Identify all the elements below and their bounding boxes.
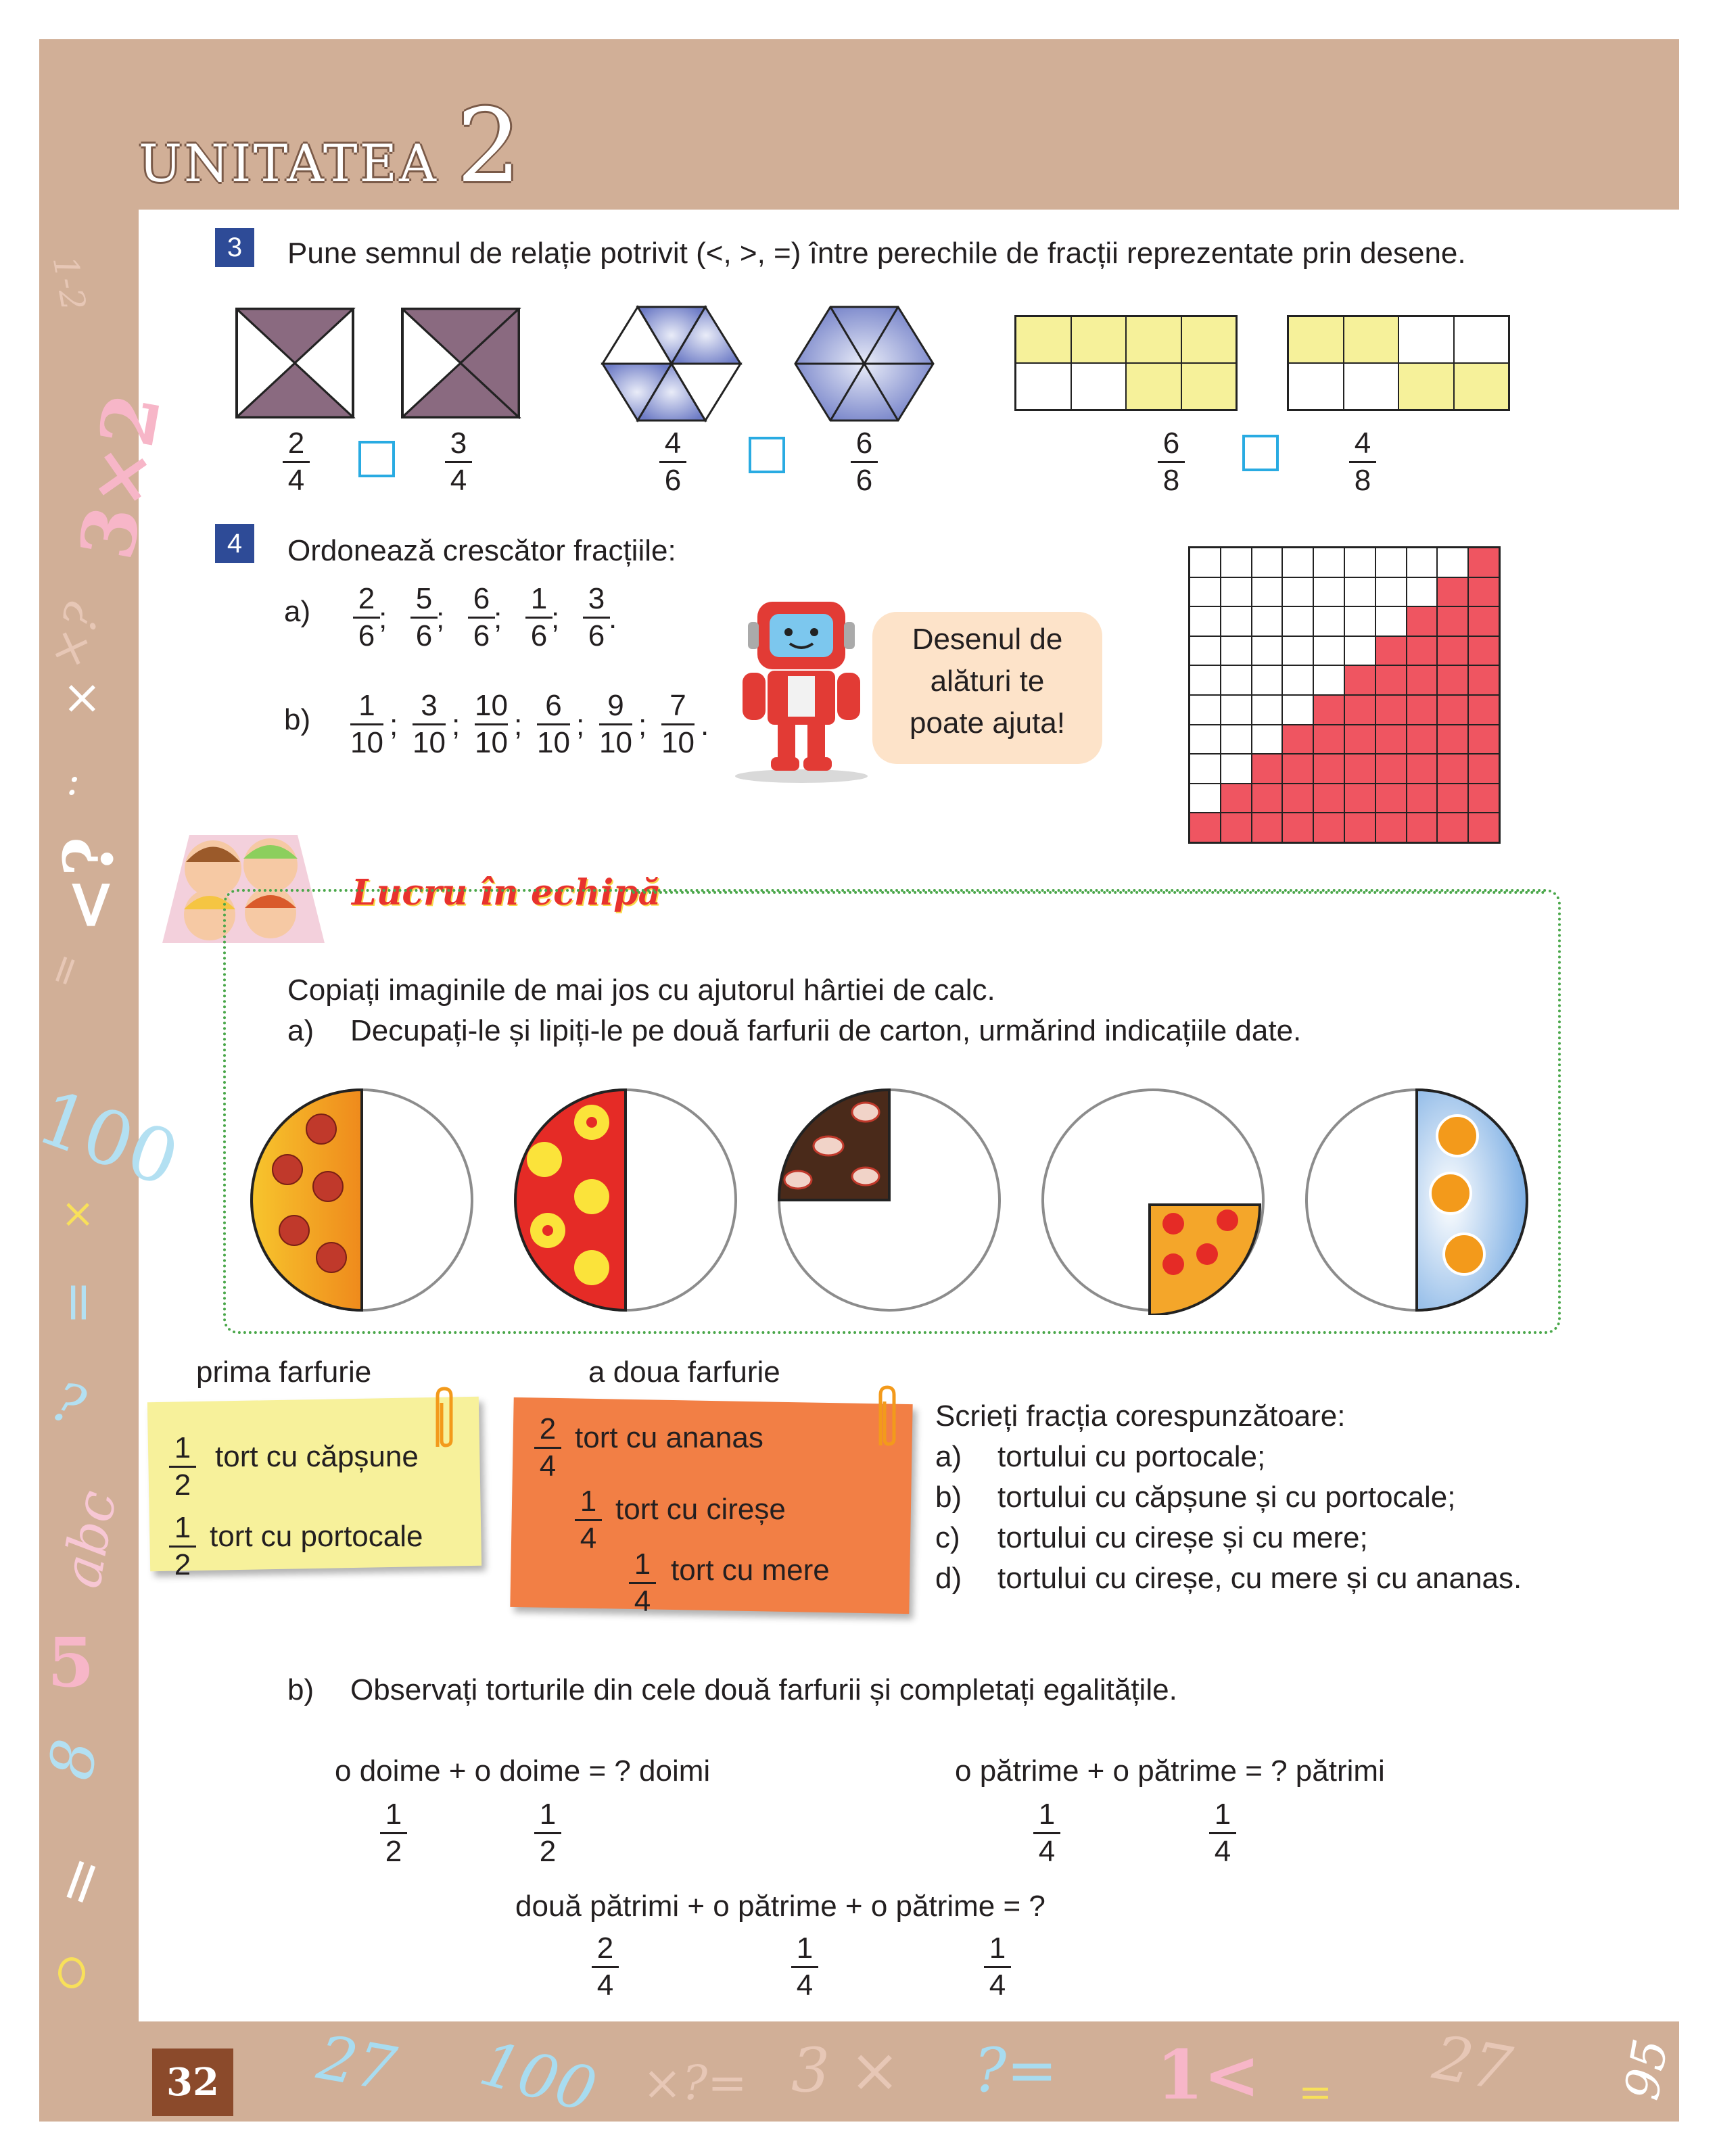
- first-note-frac-2: 1 2: [169, 1512, 196, 1581]
- grid-cell: [1190, 577, 1221, 607]
- grid-cell: [1190, 548, 1221, 577]
- eq3-frac-1: 2 4: [592, 1932, 619, 2002]
- write-item-d-text: tortului cu cireșe, cu mere și cu ananas.: [997, 1562, 1522, 1595]
- ex4-b-separator: ;: [514, 709, 523, 742]
- grid-cell: [1437, 665, 1468, 695]
- grid-cell: [1344, 695, 1375, 725]
- ex4-a-separator: .: [609, 602, 617, 635]
- grid-cell: [1468, 725, 1499, 754]
- grid-cell: [1221, 577, 1252, 607]
- grid-cell: [1375, 784, 1407, 813]
- grid-cell: [1437, 695, 1468, 725]
- write-item-a-text: tortului cu portocale;: [997, 1440, 1266, 1473]
- grid-cell: [1437, 813, 1468, 842]
- ex4-a-frac-4: 1 6: [525, 583, 552, 652]
- grid-cell: [1437, 548, 1468, 577]
- grid-cell: [1221, 754, 1252, 784]
- grid-cell: [1407, 636, 1438, 666]
- grid-cell: [1468, 665, 1499, 695]
- paperclip-icon-2: [872, 1385, 899, 1452]
- footer-deco-3: ×?=: [642, 2055, 747, 2111]
- first-note-text-1: tort cu căpșune: [215, 1440, 419, 1473]
- grid-cell: [1407, 577, 1438, 607]
- grid-cell: [1468, 577, 1499, 607]
- team-title: Lucru în echipă: [352, 872, 661, 913]
- grid-cell: [1375, 813, 1407, 842]
- ex4-b-frac-6: 7 10: [661, 689, 695, 759]
- grid-cell: [1313, 754, 1344, 784]
- grid-cell: [1313, 636, 1344, 666]
- ex4-a-separator: ;: [436, 602, 445, 635]
- equation-3: două pătrimi + o pătrime + o pătrime = ?: [515, 1890, 1045, 1923]
- second-note-frac-2: 1 4: [575, 1485, 602, 1555]
- side-deco-5: :: [66, 757, 80, 805]
- ex3-frac-5: 6 8: [1158, 427, 1185, 497]
- grid-cell: [1468, 606, 1499, 636]
- footer-deco-7: =: [1298, 2069, 1333, 2116]
- ex3-frac-4: 6 6: [851, 427, 878, 497]
- side-deco-8: 100: [26, 1073, 190, 1204]
- grid-cell: [1437, 784, 1468, 813]
- grid-cell: [1221, 606, 1252, 636]
- grid-cell: [1252, 606, 1283, 636]
- grid-cell: [1190, 606, 1221, 636]
- grid-cell: [1407, 665, 1438, 695]
- grid-cell: [1190, 754, 1221, 784]
- second-note-frac-3: 1 4: [629, 1548, 656, 1618]
- ex3-badge: 3: [215, 228, 254, 267]
- ex4-instruction: Ordonează crescător fracțiile:: [287, 534, 676, 567]
- grid-cell: [1313, 548, 1344, 577]
- grid-cell: [1375, 695, 1407, 725]
- robot-mascot-icon: [730, 595, 872, 784]
- unit-title: UNITATEA 2: [139, 88, 523, 206]
- write-item-d-label: d): [935, 1562, 962, 1595]
- team-a-text: Decupați-le și lipiți-le pe două farfurii de carton, urmărind indicațiile date.: [350, 1014, 1302, 1047]
- ex4-a-frac-5: 3 6: [583, 583, 610, 652]
- grid-cell: [1468, 784, 1499, 813]
- side-deco-1: 1-2: [45, 253, 93, 314]
- ex4-b-separator: ;: [638, 709, 647, 742]
- first-note-frac-1: 1 2: [169, 1432, 196, 1502]
- orange-cake: [1307, 1090, 1527, 1310]
- eq3-frac-3: 1 4: [984, 1932, 1011, 2002]
- grid-cell: [1375, 577, 1407, 607]
- grid-cell: [1313, 665, 1344, 695]
- grid-cell: [1313, 784, 1344, 813]
- team-intro: Copiați imaginile de mai jos cu ajutorul hârtiei de calc.: [287, 974, 995, 1007]
- grid-cell: [1252, 813, 1283, 842]
- side-deco-10: =: [49, 1279, 112, 1326]
- square-figure-2-4: [235, 308, 357, 419]
- grid-cell: [1407, 695, 1438, 725]
- hexagon-figure-6-6: [790, 304, 939, 426]
- ex4-a-separator: ;: [551, 602, 560, 635]
- grid-cell: [1252, 636, 1283, 666]
- ex3-frac-6: 4 8: [1349, 427, 1376, 497]
- grid-cell: [1407, 784, 1438, 813]
- pineapple-cake: [515, 1090, 736, 1310]
- ex4-b-frac-4: 6 10: [537, 689, 570, 759]
- write-item-c-text: tortului cu cireșe și cu mere;: [997, 1521, 1368, 1554]
- ex4-badge: 4: [215, 524, 254, 563]
- write-item-b-label: b): [935, 1481, 962, 1514]
- grid-cell: [1468, 754, 1499, 784]
- grid-cell: [1221, 548, 1252, 577]
- second-note-text-1: tort cu ananas: [575, 1421, 763, 1454]
- square-figure-3-4: [401, 308, 523, 419]
- grid-cell: [1282, 813, 1313, 842]
- grid-cell: [1344, 577, 1375, 607]
- grid-cell: [1375, 754, 1407, 784]
- grid-cell: [1437, 754, 1468, 784]
- grid-cell: [1190, 813, 1221, 842]
- grid-cell: [1344, 665, 1375, 695]
- grid-cell: [1344, 784, 1375, 813]
- ex4-b-separator: ;: [452, 709, 461, 742]
- grid-cell: [1437, 577, 1468, 607]
- first-plate-label: prima farfurie: [196, 1356, 372, 1389]
- grid-cell: [1282, 665, 1313, 695]
- hexagon-figure-4-6: [597, 304, 746, 426]
- ex4-a-frac-3: 6 6: [468, 583, 495, 652]
- grid-cell: [1313, 577, 1344, 607]
- grid-cell: [1252, 548, 1283, 577]
- ex4-b-frac-5: 9 10: [599, 689, 632, 759]
- footer-deco-8: 27: [1428, 2021, 1517, 2106]
- grid-cell: [1252, 665, 1283, 695]
- second-note-text-3: tort cu mere: [671, 1554, 830, 1587]
- grid-cell: [1282, 606, 1313, 636]
- grid-cell: [1252, 784, 1283, 813]
- grid-cell: [1252, 725, 1283, 754]
- grid-cell: [1282, 636, 1313, 666]
- grid-cell: [1221, 784, 1252, 813]
- write-item-a-label: a): [935, 1440, 962, 1473]
- write-item-c-label: c): [935, 1521, 960, 1554]
- ex4-b-frac-2: 3 10: [413, 689, 446, 759]
- side-deco-12: abc: [49, 1485, 129, 1593]
- write-item-b-text: tortului cu căpșune și cu portocale;: [997, 1481, 1456, 1514]
- grid-cell: [1221, 725, 1252, 754]
- team-title-line: [632, 891, 1545, 894]
- grid-cell: [1344, 636, 1375, 666]
- side-deco-14: 8: [34, 1734, 112, 1785]
- ex4-a-label: a): [284, 595, 311, 628]
- grid-cell: [1221, 636, 1252, 666]
- side-deco-7: =: [36, 946, 93, 995]
- ex4-b-separator: .: [701, 709, 709, 742]
- strawberry-cake: [252, 1090, 472, 1310]
- ex4-a-frac-1: 2 6: [353, 583, 380, 652]
- side-deco-15: =: [37, 1845, 122, 1917]
- footer-deco-5: ?=: [974, 2035, 1058, 2106]
- grid-cell: [1375, 665, 1407, 695]
- grid-cell: [1282, 725, 1313, 754]
- ex4-b-frac-1: 1 10: [350, 689, 383, 759]
- partb-label: b): [287, 1673, 314, 1706]
- ex3-frac-1: 2 4: [283, 427, 310, 497]
- hint-bubble: Desenul de alături te poate ajuta!: [872, 612, 1102, 764]
- second-plate-label: a doua farfurie: [588, 1356, 780, 1389]
- side-deco-11: ?: [44, 1369, 93, 1439]
- ex3-frac-3: 4 6: [659, 427, 686, 497]
- eq3-frac-2: 1 4: [791, 1932, 818, 2002]
- eq1-frac-1: 1 2: [380, 1798, 407, 1868]
- grid-cell: [1190, 695, 1221, 725]
- partb-text: Observați torturile din cele două farfurii și completați egalitățile.: [350, 1673, 1177, 1706]
- grid-cell: [1468, 548, 1499, 577]
- second-note-text-2: tort cu cireșe: [615, 1493, 786, 1526]
- side-deco-6: <?: [49, 836, 129, 934]
- first-note-text-2: tort cu portocale: [210, 1520, 423, 1553]
- cherry-cake: [1043, 1090, 1263, 1315]
- side-deco-4: ×: [62, 669, 102, 725]
- grid-cell: [1282, 695, 1313, 725]
- grid-cell: [1313, 813, 1344, 842]
- grid-cell: [1190, 784, 1221, 813]
- grid-cell: [1282, 754, 1313, 784]
- grid-cell: [1252, 695, 1283, 725]
- grid-cell: [1282, 784, 1313, 813]
- staircase-grid: [1188, 546, 1501, 844]
- side-deco-3: ×?: [37, 596, 112, 677]
- ex4-b-separator: ;: [576, 709, 585, 742]
- grid-cell: [1344, 606, 1375, 636]
- grid-cell: [1190, 665, 1221, 695]
- grid-cell: [1221, 695, 1252, 725]
- grid-cell: [1344, 754, 1375, 784]
- footer-deco-2: 100: [473, 2028, 604, 2127]
- apple-cake: [779, 1090, 999, 1310]
- grid-cell: [1437, 725, 1468, 754]
- grid-cell: [1313, 725, 1344, 754]
- side-deco-13: 5: [47, 1623, 95, 1702]
- team-a-label: a): [287, 1014, 314, 1047]
- grid-cell: [1313, 695, 1344, 725]
- ex4-a-separator: ;: [379, 602, 387, 635]
- grid-cell: [1375, 725, 1407, 754]
- grid-cell: [1375, 636, 1407, 666]
- grid-cell: [1252, 577, 1283, 607]
- grid-cell: [1344, 813, 1375, 842]
- rect-figure-6-8: [1014, 315, 1238, 411]
- footer-deco-4: 3 ×: [791, 2035, 901, 2106]
- eq1-frac-2: 1 2: [534, 1798, 561, 1868]
- ex4-a-frac-2: 5 6: [410, 583, 438, 652]
- cakes-row: [243, 1085, 1542, 1315]
- write-title: Scrieți fracția corespunzătoare:: [935, 1399, 1346, 1433]
- second-note-frac-1: 2 4: [534, 1413, 561, 1483]
- rect-figure-4-8: [1287, 315, 1510, 411]
- side-deco-9: ×: [61, 1190, 95, 1237]
- grid-cell: [1313, 606, 1344, 636]
- grid-cell: [1190, 725, 1221, 754]
- grid-cell: [1190, 636, 1221, 666]
- compare-box-2[interactable]: [749, 437, 785, 473]
- equation-2: o pătrime + o pătrime = ? pătrimi: [955, 1754, 1385, 1788]
- grid-cell: [1468, 813, 1499, 842]
- grid-cell: [1221, 665, 1252, 695]
- compare-box-3[interactable]: [1242, 435, 1279, 471]
- footer-deco-1: 27: [312, 2021, 401, 2106]
- grid-cell: [1344, 548, 1375, 577]
- footer-deco-6: 1<: [1156, 2035, 1261, 2115]
- side-circle-deco: [58, 1957, 85, 1988]
- grid-cell: [1282, 577, 1313, 607]
- ex4-b-frac-3: 10 10: [475, 689, 508, 759]
- grid-cell: [1407, 548, 1438, 577]
- grid-cell: [1437, 606, 1468, 636]
- ex4-b-separator: ;: [390, 709, 398, 742]
- page-number: 32: [152, 2049, 233, 2116]
- grid-cell: [1437, 636, 1468, 666]
- eq2-frac-1: 1 4: [1033, 1798, 1060, 1868]
- ex3-instruction: Pune semnul de relație potrivit (<, >, =) între perechile de fracții reprezentate prin desene.: [287, 237, 1466, 270]
- ex4-b-label: b): [284, 703, 311, 736]
- footer-deco-9: 95: [1614, 2035, 1679, 2104]
- grid-cell: [1252, 754, 1283, 784]
- grid-cell: [1468, 695, 1499, 725]
- grid-cell: [1407, 754, 1438, 784]
- grid-cell: [1375, 606, 1407, 636]
- compare-box-1[interactable]: [358, 441, 395, 477]
- grid-cell: [1375, 548, 1407, 577]
- grid-cell: [1468, 636, 1499, 666]
- grid-cell: [1344, 725, 1375, 754]
- grid-cell: [1221, 813, 1252, 842]
- equation-1: o doime + o doime = ? doimi: [335, 1754, 711, 1788]
- grid-cell: [1407, 725, 1438, 754]
- paperclip-icon-1: [429, 1386, 456, 1454]
- grid-cell: [1282, 548, 1313, 577]
- side-deco-2: 3×2: [62, 387, 178, 566]
- ex3-frac-2: 3 4: [445, 427, 472, 497]
- eq2-frac-2: 1 4: [1209, 1798, 1236, 1868]
- ex4-a-separator: ;: [494, 602, 502, 635]
- grid-cell: [1407, 813, 1438, 842]
- grid-cell: [1407, 606, 1438, 636]
